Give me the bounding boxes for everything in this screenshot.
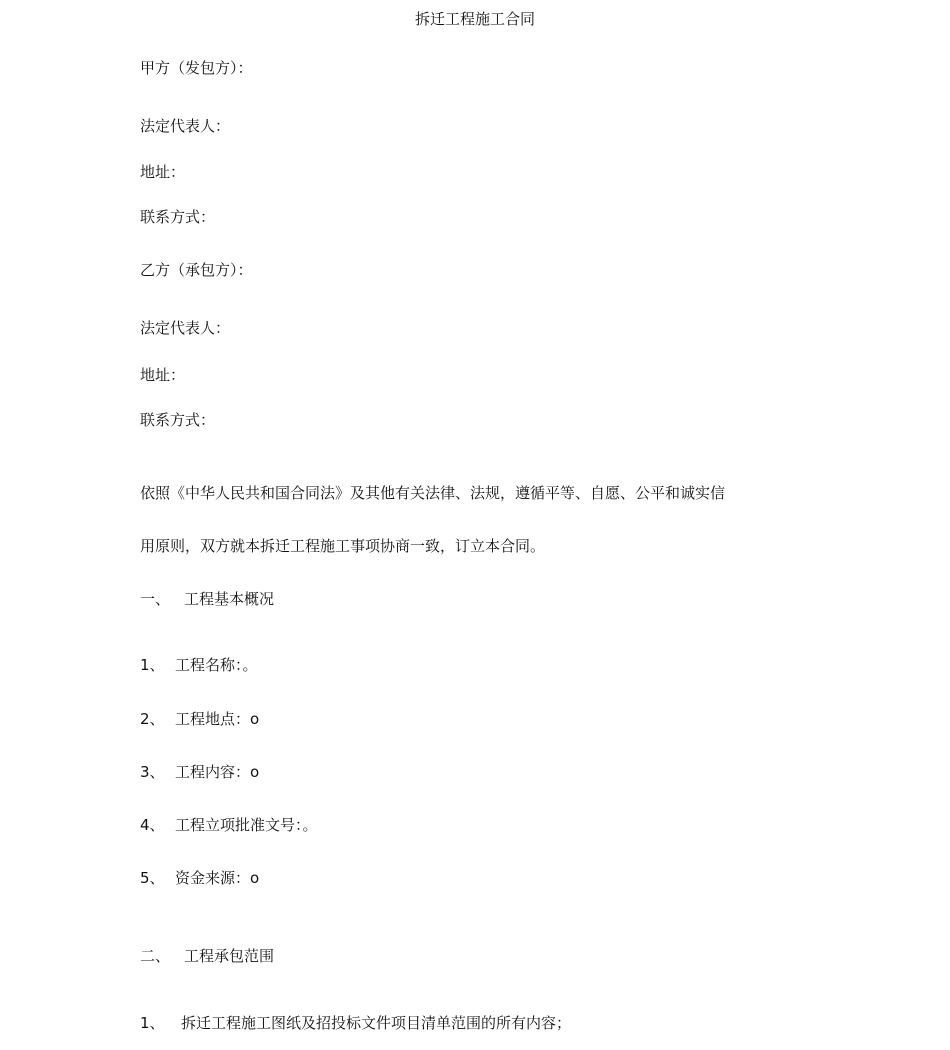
section-1-number: 一、 [140, 590, 171, 608]
item-number: 5、 [140, 869, 165, 887]
section-1-item [140, 868, 259, 888]
item-text: 拆迁工程施工图纸及招投标文件项目清单范围的所有内容； [181, 1014, 572, 1032]
item-text: 工程名称：。 [175, 656, 258, 674]
item-number: 1、 [140, 1014, 165, 1032]
item-number: 1、 [140, 656, 165, 674]
section-2-item [140, 1013, 571, 1033]
party-a-legal-rep: 法定代表人： [140, 117, 231, 135]
section-1-item [140, 815, 318, 835]
section-1-title: 工程基本概况 [184, 590, 275, 608]
preamble-line-1: 依照《中华人民共和国合同法》及其他有关法律、法规，遵循平等、自愿、公平和诚实信 [140, 484, 726, 502]
item-text: 工程内容：o [175, 763, 260, 781]
party-b-legal-rep: 法定代表人： [140, 319, 231, 337]
item-text: 工程地点：o [175, 710, 260, 728]
section-1-item [140, 762, 259, 782]
item-number: 2、 [140, 710, 165, 728]
document-title: 拆迁工程施工合同 [414, 10, 535, 28]
item-number: 3、 [140, 763, 165, 781]
section-2-heading [140, 946, 274, 966]
party-a-contact: 联系方式： [140, 208, 216, 226]
party-b-label: 乙方（承包方）： [140, 261, 253, 279]
section-2-number: 二、 [140, 947, 171, 965]
item-text: 资金来源：o [175, 869, 260, 887]
party-a-label: 甲方（发包方）： [140, 59, 253, 77]
preamble-line-2: 用原则，双方就本拆迁工程施工事项协商一致，订立本合同。 [140, 537, 546, 555]
party-b-address: 地址： [140, 366, 186, 384]
item-number: 4、 [140, 816, 165, 834]
item-text: 工程立项批准文号：。 [175, 816, 318, 834]
section-1-item [140, 709, 259, 729]
section-2-title: 工程承包范围 [184, 947, 275, 965]
section-1-heading [140, 589, 274, 609]
section-1-item [140, 655, 258, 675]
party-a-address: 地址： [140, 163, 186, 181]
party-b-contact: 联系方式： [140, 411, 216, 429]
